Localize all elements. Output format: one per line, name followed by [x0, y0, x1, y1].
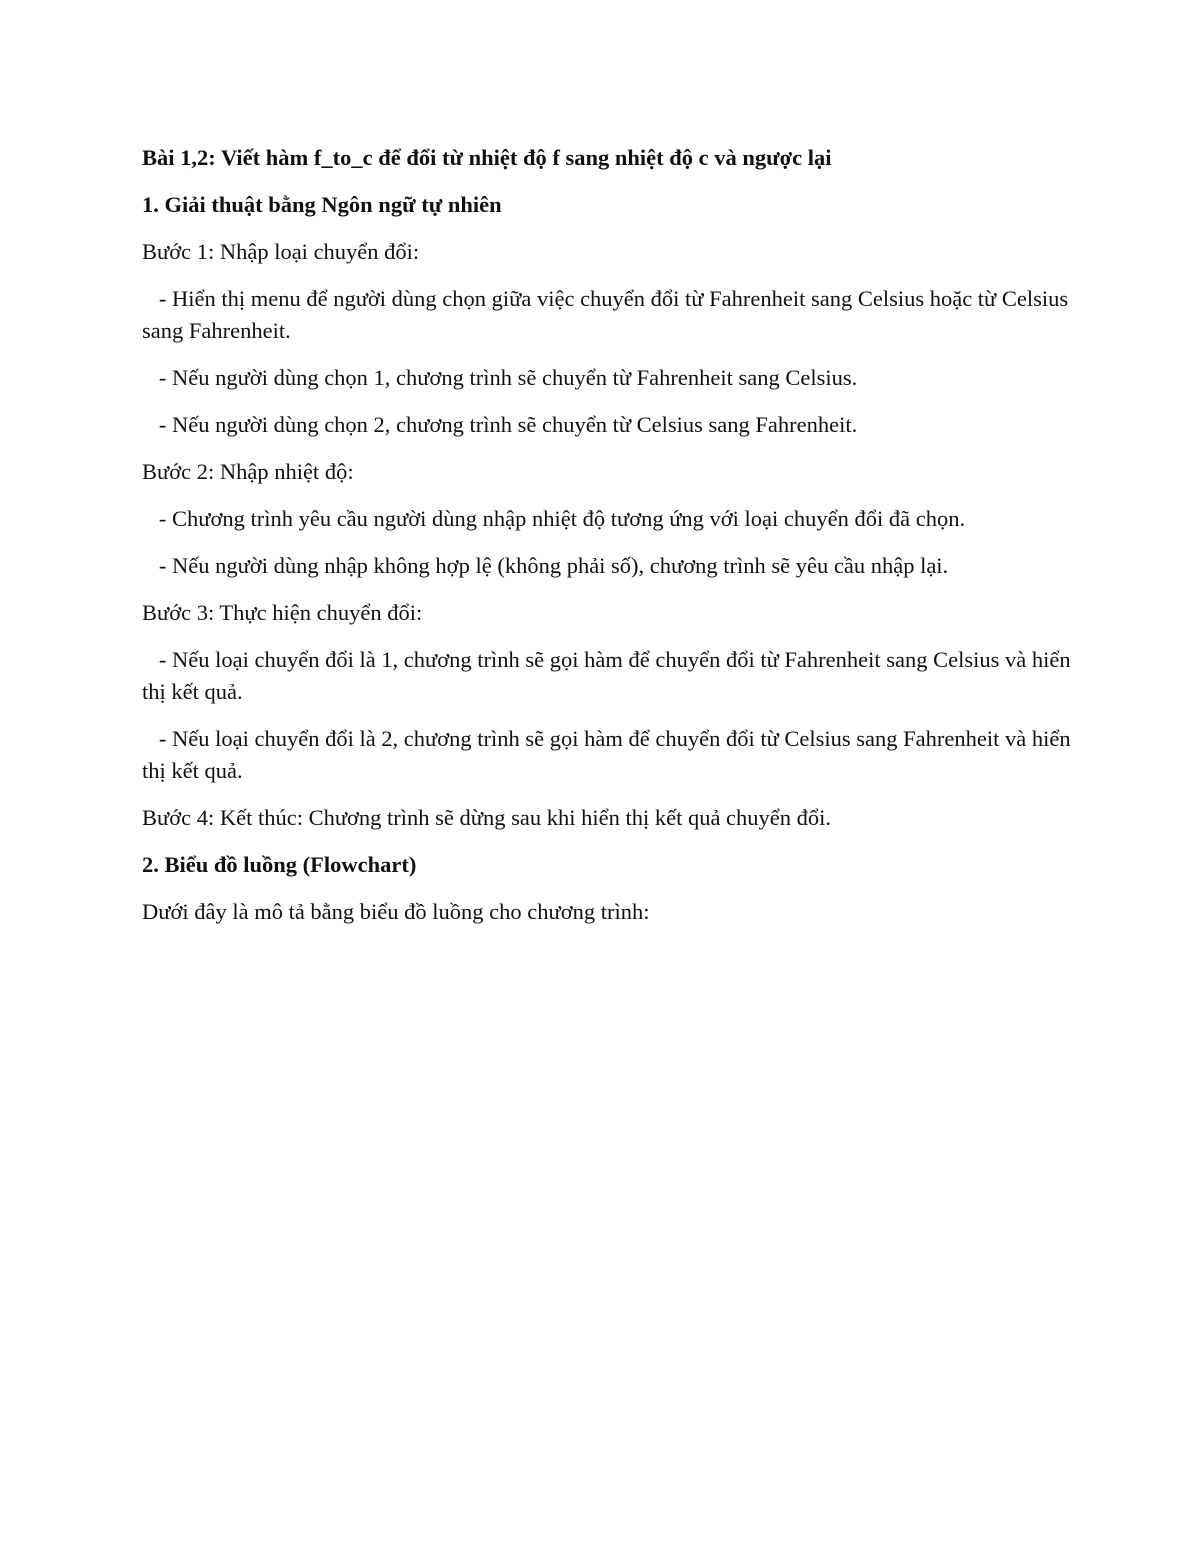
- step-4-label: Bước 4: Kết thúc: Chương trình sẽ dừng sau khi hiển thị kết quả chuyển đổi.: [142, 805, 832, 830]
- section-1-heading: 1. Giải thuật bằng Ngôn ngữ tự nhiên: [142, 192, 502, 217]
- step-2-label: Bước 2: Nhập nhiệt độ:: [142, 459, 354, 484]
- step-3-bullet-1: - Nếu loại chuyển đổi là 1, chương trình sẽ gọi hàm để chuyển đổi từ Fahrenheit sang Celsius và hiển thị kết quả.: [142, 647, 1077, 704]
- step-1-bullet-1: - Hiển thị menu để người dùng chọn giữa việc chuyển đổi từ Fahrenheit sang Celsius hoặc từ Celsius sang Fahrenheit.: [142, 286, 1074, 343]
- section-2-intro: Dưới đây là mô tả bằng biểu đồ luồng cho chương trình:: [142, 899, 650, 924]
- document-content: [142, 142, 1077, 943]
- step-2-bullet-1: - Chương trình yêu cầu người dùng nhập nhiệt độ tương ứng với loại chuyển đổi đã chọn.: [142, 506, 966, 531]
- step-2-bullet-2: - Nếu người dùng nhập không hợp lệ (không phải số), chương trình sẽ yêu cầu nhập lại.: [142, 553, 949, 578]
- step-3-label: Bước 3: Thực hiện chuyển đổi:: [142, 600, 423, 625]
- step-1-bullet-2: - Nếu người dùng chọn 1, chương trình sẽ chuyển từ Fahrenheit sang Celsius.: [142, 365, 858, 390]
- document-title: Bài 1,2: Viết hàm f_to_c để đổi từ nhiệt độ f sang nhiệt độ c và ngược lại: [142, 145, 832, 170]
- step-3-bullet-2: - Nếu loại chuyển đổi là 2, chương trình sẽ gọi hàm để chuyển đổi từ Celsius sang Fahrenheit và hiển thị kết quả.: [142, 726, 1077, 783]
- section-2-heading: 2. Biểu đồ luồng (Flowchart): [142, 852, 417, 877]
- step-1-bullet-3: - Nếu người dùng chọn 2, chương trình sẽ chuyển từ Celsius sang Fahrenheit.: [142, 412, 858, 437]
- step-1-label: Bước 1: Nhập loại chuyển đổi:: [142, 239, 420, 264]
